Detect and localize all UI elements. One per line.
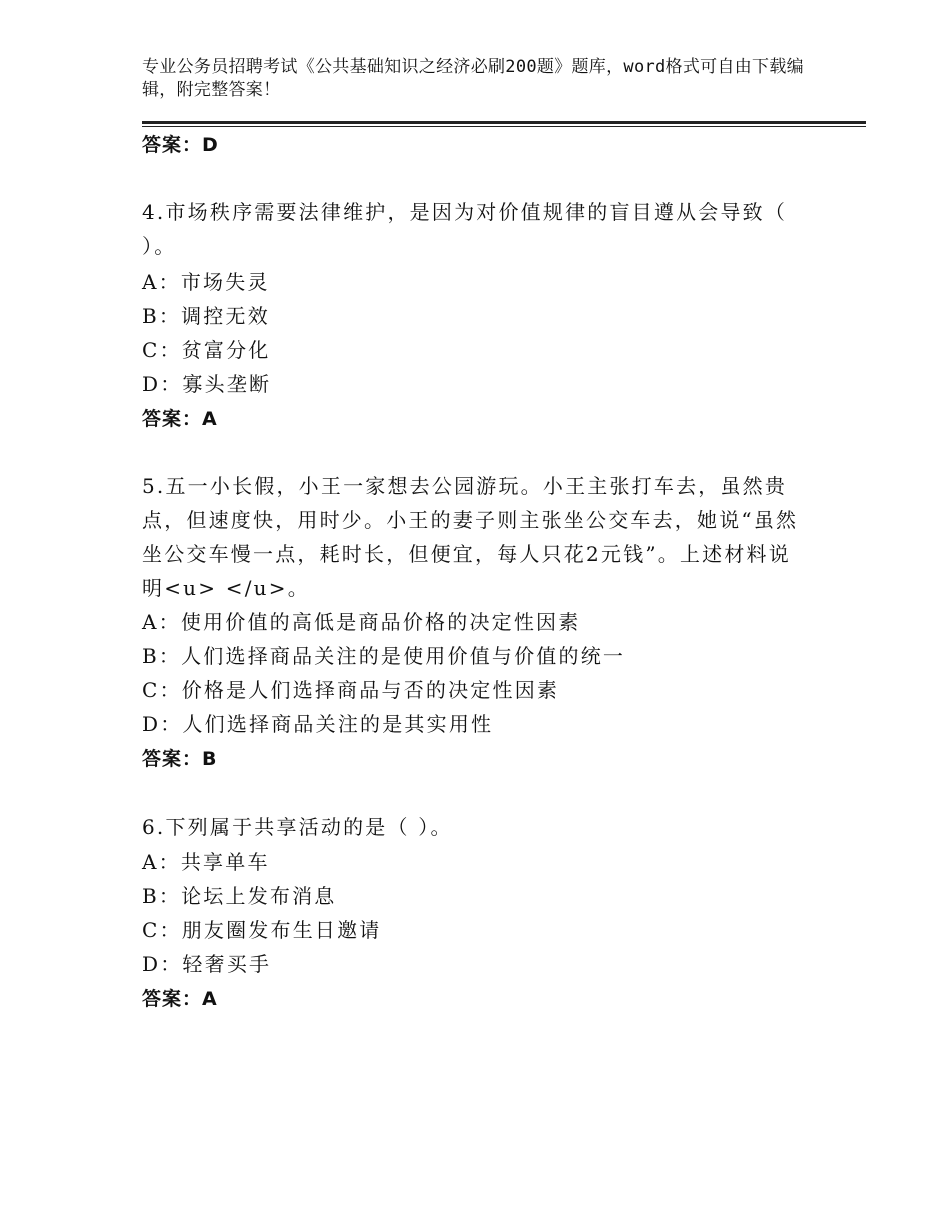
option-a: A：市场失灵 <box>142 270 270 294</box>
option-d: D：寡头垄断 <box>142 372 272 396</box>
question-stem: 5.五一小长假，小王一家想去公园游玩。小王主张打车去，虽然贵点，但速度快，用时少。小王的妻子则主张坐公交车去，她说“虽然坐公交车慢一点，耗时长，但便宜，每人只花2元钱”。上述材料说明<u> </u>。 <box>142 474 799 600</box>
option-c: C：贫富分化 <box>142 338 271 362</box>
option-d: D：轻奢买手 <box>142 952 272 976</box>
answer-label: 答案：B <box>142 748 218 770</box>
question-stem: 4.市场秩序需要法律维护，是因为对价值规律的盲目遵从会导致（ ）。 <box>142 200 788 258</box>
option-b: B：论坛上发布消息 <box>142 884 337 908</box>
option-a: A：使用价值的高低是商品价格的决定性因素 <box>142 610 581 634</box>
question-stem: 6.下列属于共享活动的是（ ）。 <box>142 815 453 839</box>
document-header: 专业公务员招聘考试《公共基础知识之经济必刷200题》题库，word格式可自由下载编辑，附完整答案！ <box>142 57 804 100</box>
option-b: B：调控无效 <box>142 304 270 328</box>
option-d: D：人们选择商品关注的是其实用性 <box>142 712 494 736</box>
option-c: C：价格是人们选择商品与否的决定性因素 <box>142 678 560 702</box>
option-c: C：朋友圈发布生日邀请 <box>142 918 382 942</box>
header-divider-thin <box>142 126 866 127</box>
answer-label: 答案：D <box>142 134 219 156</box>
answer-label: 答案：A <box>142 988 218 1010</box>
option-b: B：人们选择商品关注的是使用价值与价值的统一 <box>142 644 626 668</box>
option-a: A：共享单车 <box>142 850 270 874</box>
header-divider <box>142 121 866 124</box>
answer-label: 答案：A <box>142 408 218 430</box>
